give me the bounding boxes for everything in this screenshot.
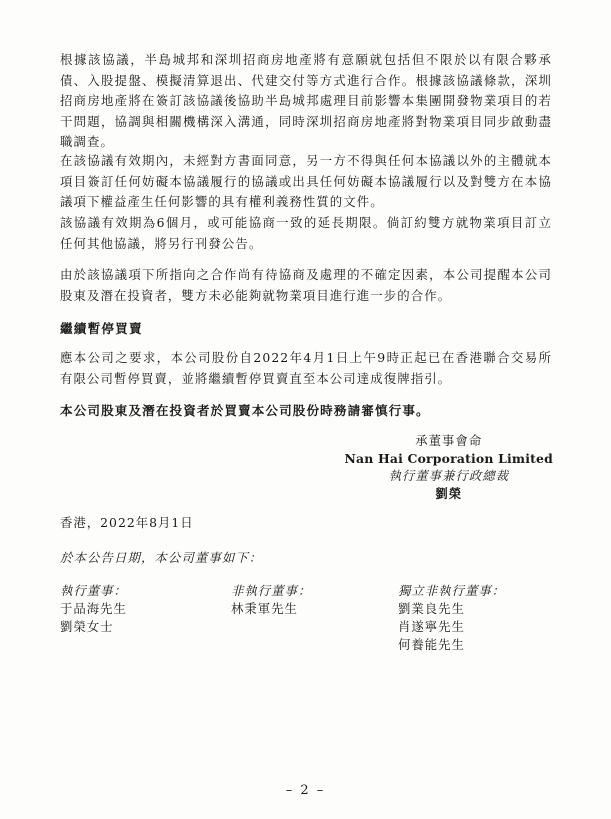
signatory-name: 劉榮	[435, 485, 463, 501]
cooperation-paragraph: 根據該協議，半島城邦和深圳招商房地產將有意願就包括但不限於以有限合夥承債、入股提盤、模擬清算退出、代建交付等方式進行合作。根據該協議條款，深圳招商房地產將在簽訂該協議後協助半島城邦處理目前影響本集團開發物業項目的若干問題，協調與相關機構深入溝通，同時深圳招商房地產將對物業項目同步啟動盡職調查。	[60, 52, 552, 149]
validity-paragraph: 該協議有效期為6個月，或可能協商一致的延長期限。倘訂約雙方就物業項目訂立任何其他協議，將另行刊發公告。	[60, 215, 552, 251]
non-executive-directors	[231, 582, 311, 618]
by-order-of-board: 承董事會命	[415, 433, 483, 448]
date-line: 香港，2022年8月1日	[60, 515, 194, 530]
caution-statement: 本公司股東及潛在投資者於買賣本公司股份時務請審慎行事。	[60, 403, 430, 418]
independent-directors-heading: 獨立非執行董事：	[398, 583, 506, 598]
director-name: 于品海先生	[60, 601, 127, 616]
exclusivity-paragraph: 在該協議有效期內，未經對方書面同意，另一方不得與任何本協議以外的主體就本項目簽訂任何妨礙本協議履行的協議或出具任何妨礙本協議履行以及對雙方在本協議項下權益產生任何影響的具有權利義務性質的文件。	[60, 153, 552, 209]
director-name: 劉榮女士	[60, 619, 114, 634]
signatory-title: 執行董事兼行政總裁	[388, 468, 509, 483]
director-name: 肖遂寧先生	[398, 619, 465, 634]
company-name: Nan Hai Corporation Limited	[344, 450, 553, 466]
director-name: 林秉軍先生	[231, 601, 298, 616]
signature-block	[345, 432, 554, 502]
executive-directors-heading: 執行董事：	[60, 583, 127, 598]
page-number: – 2 –	[285, 783, 326, 798]
uncertainty-paragraph: 由於該協議項下所指向之合作尚有待協商及處理的不確定因素，本公司提醒本公司股東及潛在投資者，雙方未必能夠就物業項目進行進一步的合作。	[60, 267, 552, 303]
director-name: 劉業良先生	[398, 601, 465, 616]
section-heading: 繼續暫停買賣	[60, 321, 143, 336]
directors-intro: 於本公告日期，本公司董事如下：	[60, 550, 263, 565]
director-name: 何養能先生	[398, 637, 465, 652]
executive-directors	[60, 582, 127, 636]
suspension-paragraph: 應本公司之要求，本公司股份自2022年4月1日上午9時正起已在香港聯合交易所有限公司暫停買賣，並將繼續暫停買賣直至本公司達成復牌指引。	[60, 350, 552, 386]
independent-directors	[398, 582, 505, 654]
non-executive-directors-heading: 非執行董事：	[231, 583, 312, 598]
